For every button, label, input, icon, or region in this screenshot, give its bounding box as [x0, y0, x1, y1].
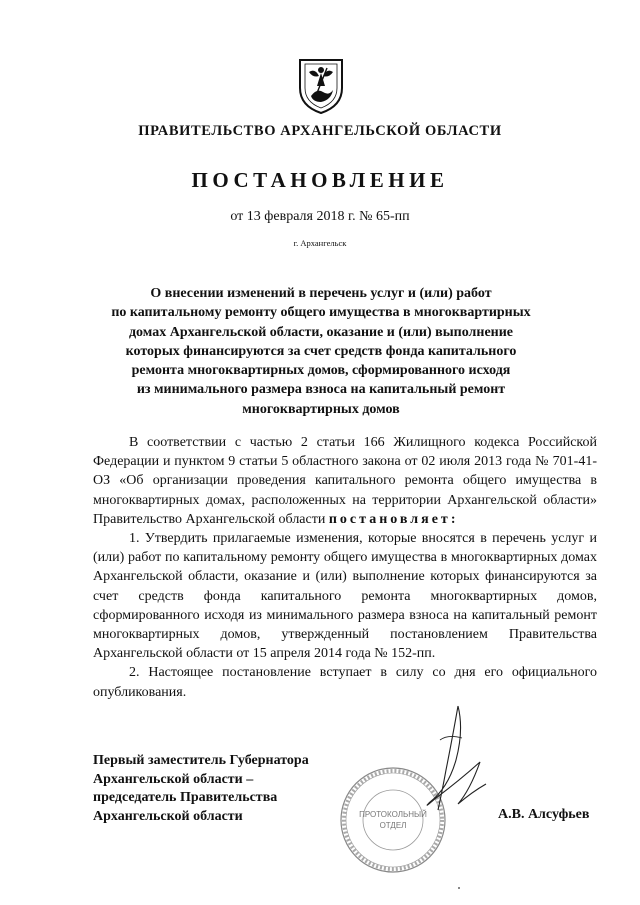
svg-text:ОТДЕЛ: ОТДЕЛ — [379, 821, 407, 830]
svg-text:ПРОТОКОЛЬНЫЙ: ПРОТОКОЛЬНЫЙ — [359, 810, 427, 819]
item-1-paragraph: 1. Утвердить прилагаемые изменения, которые вносятся в перечень услуг и (или) работ по капитальному ремонту общего имущества в многоквартирных домах Архангельской области, оказание и (или) выполнение которых финансируются за счет средств фонда капитального ремонта многоквартирных домов, сформированного исходя из минимального размера взноса на капитальный ремонт многоквартирных домов, утвержденный постановлением Правительства Архангельской области от 15 апреля 2014 года № 152-пп. — [93, 531, 597, 662]
stray-mark — [458, 887, 460, 889]
subject-line: по капитальному ремонту общего имущества в многоквартирных — [111, 305, 531, 321]
subject-line: домах Архангельской области, оказание и (или) выполнение — [128, 324, 514, 340]
subject-line: которых финансируются за счет средств фонда капитального — [125, 343, 517, 359]
preamble-text: В соответствии с частью 2 статьи 166 Жилищного кодекса Российской Федерации и пунктом 9 статьи 5 областного закона от 02 июля 2013 года № 701-41-ОЗ «Об организации проведения капитального ремонта общего имущества в многоквартирных домах, расположенных на территории Архангельской области» Правительство Архангельской области — [93, 435, 597, 527]
signatory-title-line: Архангельской области — [93, 808, 243, 824]
subject-line: О внесении изменений в перечень услуг и (или) работ — [150, 286, 492, 301]
resolves-word: постановляет — [328, 511, 451, 527]
signatory-title — [93, 752, 309, 826]
handwritten-signature-icon — [400, 700, 510, 830]
preamble-paragraph — [93, 433, 597, 529]
date-and-number: от 13 февраля 2018 г. № 65-пп — [230, 209, 410, 224]
subject-line: из минимального размера взноса на капитальный ремонт — [136, 382, 506, 398]
document-type: ПОСТАНОВЛЕНИЕ — [191, 168, 449, 192]
signatory-title-line: Архангельской области – — [93, 771, 254, 787]
government-title: ПРАВИТЕЛЬСТВО АРХАНГЕЛЬСКОЙ ОБЛАСТИ — [138, 123, 502, 139]
document-subject — [98, 284, 544, 419]
item-2-paragraph: 2. Настоящее постановление вступает в силу со дня его официального опубликования. — [93, 665, 597, 700]
resolves-colon: : — [450, 511, 456, 527]
arkhangelsk-coat-of-arms-icon — [297, 56, 345, 116]
city: г. Архангельск — [293, 238, 347, 248]
signatory-title-line: Первый заместитель Губернатора — [93, 753, 309, 768]
signatory-name: А.В. Алсуфьев — [498, 807, 590, 822]
document-body — [93, 433, 597, 702]
subject-line: ремонта многоквартирных домов, сформированного исходя — [131, 363, 511, 379]
signatory-title-line: председатель Правительства — [93, 790, 278, 805]
subject-line: многоквартирных домов — [242, 401, 400, 417]
